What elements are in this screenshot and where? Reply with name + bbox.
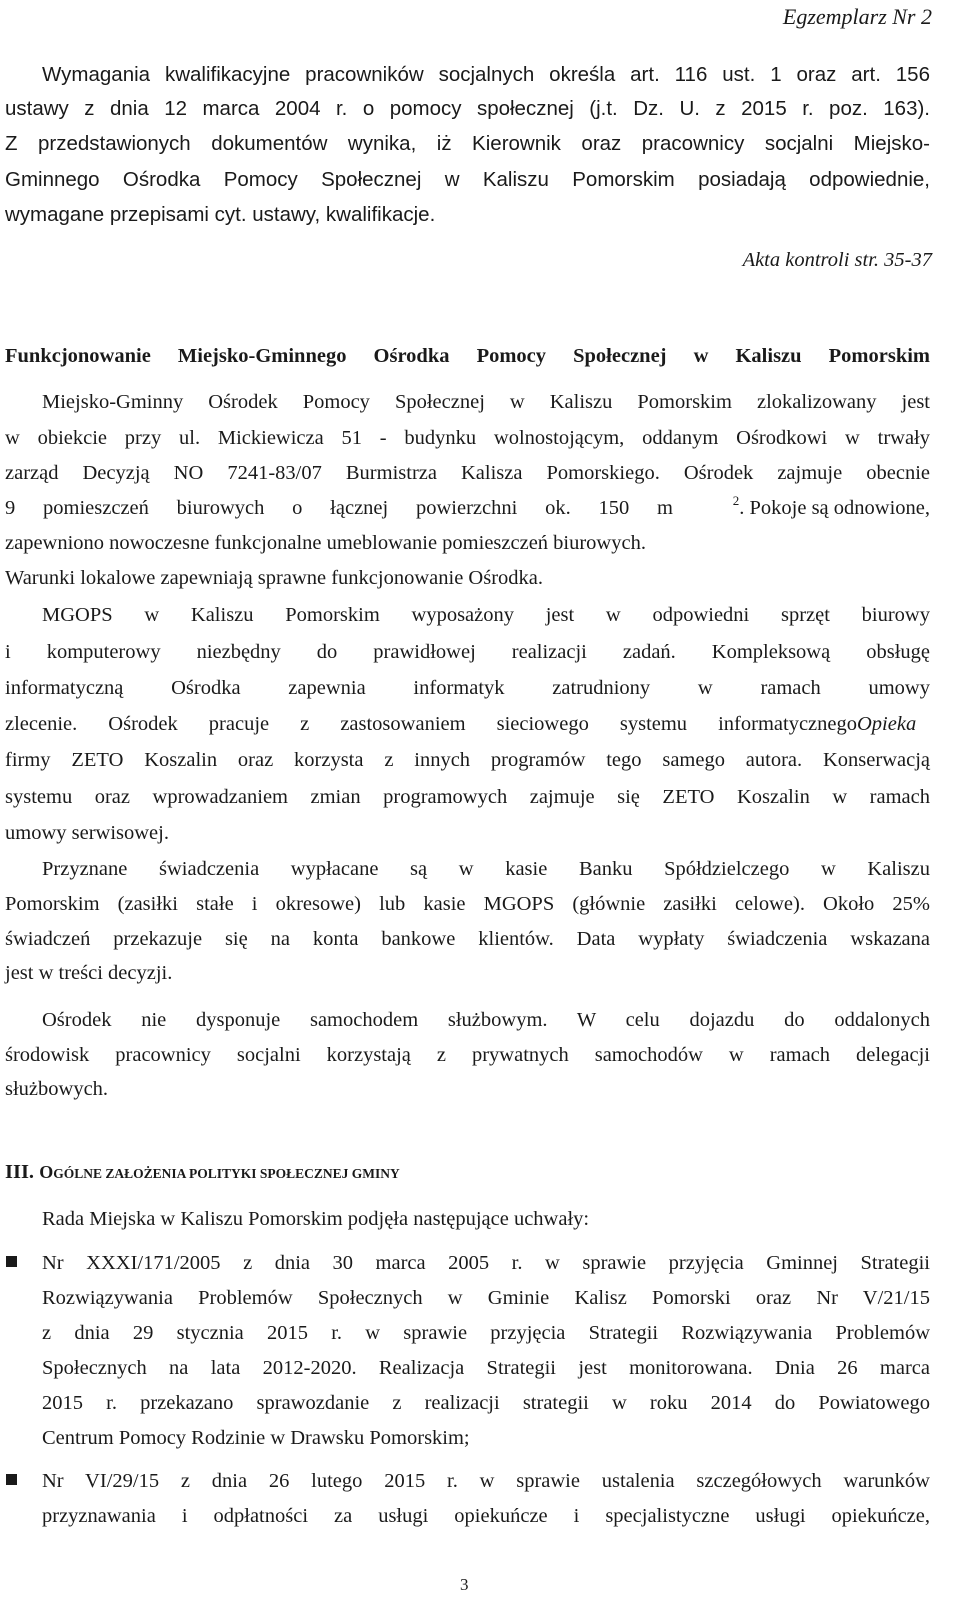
intro-line: wymagane przepisami cyt. ustawy, kwalifikacje. xyxy=(5,203,436,226)
body-line: Miejsko-Gminny Ośrodek Pomocy Społecznej w Kaliszu Pomorskim zlokalizowany jest xyxy=(42,391,930,413)
body-line: firmy ZETO Koszalin oraz korzysta z innych programów tego samego autora. Konserwacją xyxy=(5,749,930,771)
square-bullet-icon xyxy=(6,1474,17,1485)
body-line: Przyznane świadczenia wypłacane są w kasie Banku Spółdzielczego w Kaliszu xyxy=(42,858,930,880)
bullet-line: Społecznych na lata 2012-2020. Realizacja Strategii jest monitorowana. Dnia 26 marca xyxy=(42,1357,930,1379)
body-line: Ośrodek nie dysponuje samochodem służbowym. W celu dojazdu do oddalonych xyxy=(42,1009,930,1031)
page-number: 3 xyxy=(460,1575,469,1594)
superscript: 2 xyxy=(732,493,740,508)
bullet-line: 2015 r. przekazano sprawozdanie z realizacji strategii w roku 2014 do Powiatowego xyxy=(42,1392,930,1414)
area-tail: . Pokoje są odnowione, xyxy=(739,497,930,519)
bullet-line: z dnia 29 stycznia 2015 r. w sprawie przyjęcia Strategii Rozwiązywania Problemów xyxy=(42,1322,930,1344)
system-text: zlecenie. Ośrodek pracuje z zastosowaniem sieciowego systemu informatycznego xyxy=(5,713,857,735)
body-line: świadczeń przekazuje się na konta bankowe klientów. Data wypłaty świadczenia wskazana xyxy=(5,928,930,950)
intro-line: Z przedstawionych dokumentów wynika, iż Kierownik oraz pracownicy socjalni Miejsko- xyxy=(5,132,930,155)
bullet-line: Nr VI/29/15 z dnia 26 lutego 2015 r. w sprawie ustalenia szczegółowych warunków xyxy=(42,1470,930,1492)
bullet-line: Nr XXXI/171/2005 z dnia 30 marca 2005 r. w sprawie przyjęcia Gminnej Strategii xyxy=(42,1252,930,1274)
body-line: umowy serwisowej. xyxy=(5,822,169,844)
copy-label: Egzemplarz Nr 2 xyxy=(782,4,932,29)
body-line: Pomorskim (zasiłki stałe i okresowe) lub kasie MGOPS (głównie zasiłki celowe). Około 25% xyxy=(5,893,930,915)
bullet-line: Rozwiązywania Problemów Społecznych w Gminie Kalisz Pomorski oraz Nr V/21/15 xyxy=(42,1287,930,1309)
section-title-rest: GÓLNE xyxy=(53,1166,106,1181)
bullet-line: przyznawania i odpłatności za usługi opiekuńcze i specjalistyczne usługi opiekuńcze, xyxy=(42,1505,930,1527)
body-line: MGOPS w Kaliszu Pomorskim wyposażony jest w odpowiedni sprzęt biurowy xyxy=(42,604,930,626)
section-number: III. xyxy=(5,1161,35,1183)
intro-line: Wymagania kwalifikacyjne pracowników socjalnych określa art. 116 ust. 1 oraz art. 156 xyxy=(42,63,930,86)
intro-line: Gminnego Ośrodka Pomocy Społecznej w Kaliszu Pomorskim posiadają odpowiednie, xyxy=(5,168,930,191)
body-line: środowisk pracownicy socjalni korzystają z prywatnych samochodów w ramach delegacji xyxy=(5,1044,930,1066)
body-line: informatyczną Ośrodka zapewnia informatyk zatrudniony w ramach umowy xyxy=(5,677,930,699)
section-title-initial: O xyxy=(39,1162,54,1182)
intro-line: ustawy z dnia 12 marca 2004 r. o pomocy społecznej (j.t. Dz. U. z 2015 r. poz. 163). xyxy=(5,97,930,120)
square-bullet-icon xyxy=(6,1256,17,1267)
area-text: 9 pomieszczeń biurowych o łącznej powierzchni ok. 150 m xyxy=(5,497,673,519)
body-line: jest w treści decyzji. xyxy=(5,962,173,984)
resolutions-intro: Rada Miejska w Kaliszu Pomorskim podjęła następujące uchwały: xyxy=(42,1208,590,1230)
body-line: Warunki lokalowe zapewniają sprawne funkcjonowanie Ośrodka. xyxy=(5,567,543,589)
section-heading: Funkcjonowanie Miejsko-Gminnego Ośrodka Pomocy Społecznej w Kaliszu Pomorskim xyxy=(5,345,930,367)
software-name: Opieka xyxy=(857,713,917,735)
section-title-rest: ZAŁOŻENIA POLITYKI SPOŁECZNEJ GMINY xyxy=(105,1166,400,1181)
body-line: i komputerowy niezbędny do prawidłowej realizacji zadań. Kompleksową obsługę xyxy=(5,641,930,663)
body-line: służbowych. xyxy=(5,1078,109,1100)
bullet-line: Centrum Pomocy Rodzinie w Drawsku Pomorskim; xyxy=(42,1427,470,1449)
body-line xyxy=(5,493,930,520)
body-line: systemu oraz wprowadzaniem zmian programowych zajmuje się ZETO Koszalin w ramach xyxy=(5,786,930,808)
body-line: w obiekcie przy ul. Mickiewicza 51 - budynku wolnostojącym, oddanym Ośrodkowi w trwały xyxy=(5,427,930,449)
body-line: zarząd Decyzją NO 7241-83/07 Burmistrza Kalisza Pomorskiego. Ośrodek zajmuje obecnie xyxy=(5,462,930,484)
body-line: zapewniono nowoczesne funkcjonalne umeblowanie pomieszczeń biurowych. xyxy=(5,532,646,554)
reference-note: Akta kontroli str. 35-37 xyxy=(742,249,932,271)
body-line xyxy=(5,713,930,736)
section-iii-heading xyxy=(5,1161,400,1184)
